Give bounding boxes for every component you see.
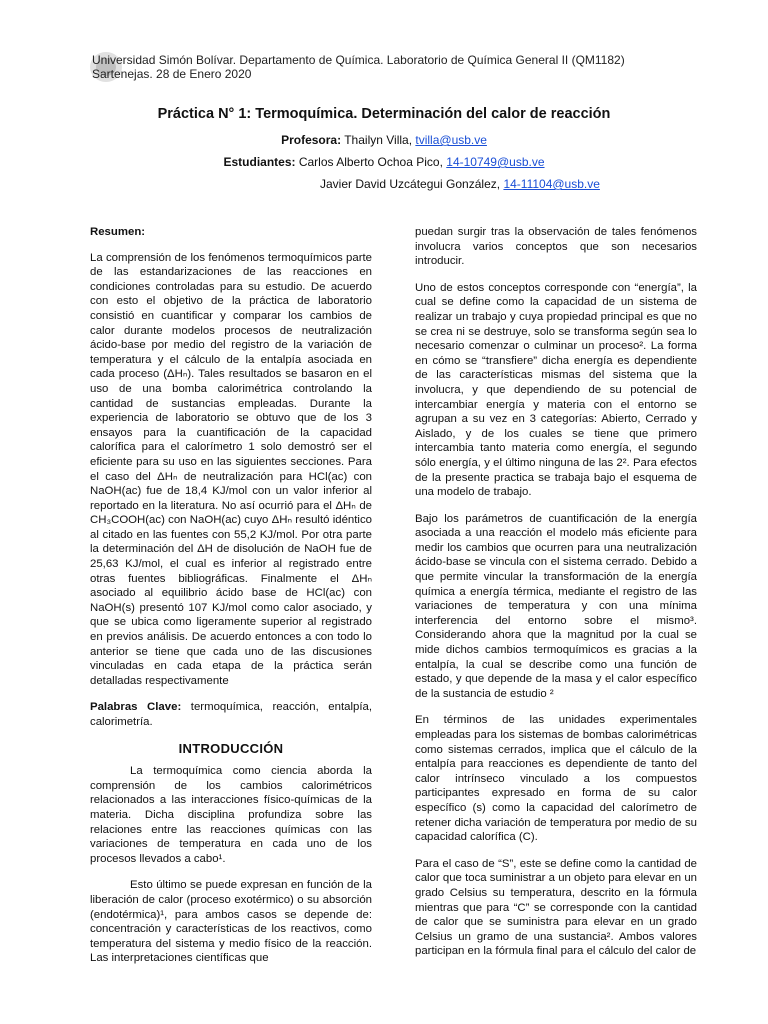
right-paragraph-4: En términos de las unidades experimentales empleadas para los sistemas de bombas calorimétricas como sistemas cerrados, implica que el cálculo de la entalpía para reacciones es dependiente de tanto del calor intrínseco vinculado a los compuestos participantes expresado en forma de su calor específico (s) como la capacidad del calorímetro de retener dicha variación de temperatura por medio de su capacidad calorífica (C). <box>415 714 697 844</box>
intro-heading: INTRODUCCIÓN <box>178 740 284 756</box>
student-1-name: Carlos Alberto Ochoa Pico, <box>298 155 443 169</box>
professor-line <box>0 133 768 147</box>
right-paragraph-3: Bajo los parámetros de cuantificación de la energía asociada a una reacción el modelo más eficiente para medir los cambios que ocurren para una neutralización ácido-base se vincula con el sistema cerrado. Debido a que permite vincular la transformación de la energía química a energía térmica, mediante el registro de las variaciones de temperatura y con una mínima interferencia del entorno sobre el mismo³. Considerando ahora que la magnitud por la cual se mide dichos cambios termoquímicos es gracias a la entalpía, la cual se describe como una función de estado, y que depende de la masa y el calor específico de la sustancia de estudio ² <box>415 512 697 700</box>
header-date: Sartenejas. 28 de Enero 2020 <box>92 67 252 81</box>
intro-paragraph-2: Esto último se puede expresan en función de la liberación de calor (proceso exotérmico) o su absorción (endotérmica)¹, para ambos casos se depende de: concentración y características de los reactivos, como temperatura del sistema y medio físico de la reacción. Las interpretaciones científicas que <box>90 879 372 965</box>
student-line-2 <box>320 177 600 191</box>
professor-email-link[interactable]: tvilla@usb.ve <box>415 133 487 147</box>
right-paragraph-2: Uno de estos conceptos corresponde con “energía”, la cual se define como la capacidad de un sistema de realizar un trabajo y cuya propiedad principal es que no se crea ni se destruye, solo se transforma según sea lo necesario comenzar o culminar un proceso². La forma en cómo se “transfiere” dicha energía es dependiente de las características mismas del sistema que la involucra, y que dependiendo de su potencial de intercambiar energía y materia con el entorno se agrupan a su vez en 3 categorías: Abierto, Cerrado y Aislado, y de los cuales se tiene que primero intercambia tanto materia como energía, el segundo sólo energía, y el último ninguna de las 2². Para efectos de la presente practica se trabaja bajo el esquema de una modelo de trabajo. <box>415 281 697 499</box>
student-1-email-link[interactable]: 14-10749@usb.ve <box>446 155 545 169</box>
abstract-text: La comprensión de los fenómenos termoquímicos parte de las estandarizaciones de las reacciones en condiciones controladas para su estudio. De acuerdo con esto el objetivo de la práctica de laboratorio consistió en cuantificar y comparar los cambios de calor durante modelos procesos de neutralización ácido-base por medio del registro de la variación de temperatura y el cálculo de la entalpía asociada en cada proceso (ΔHₙ). Tales resultados se basaron en el uso de una bomba calorimétrica controlando la cantidad de sustancias empleadas. Durante la experiencia de laboratorio se obtuvo que de los 3 ensayos para la cuantificación de la capacidad calorífica para el calorímetro 1 solo demostró ser el eficiente para su uso en las siguientes secciones. Para el caso del ΔHₙ de neutralización para HCl(ac) con NaOH(ac) fue de 18,4 KJ/mol con un valor inferior al reportado en la literatura. No así ocurrió para el ΔHₙ de CH₃COOH(ac) con NaOH(ac) cuyo ΔHₙ resultó idéntico al citado en las fuentes con 55,2 KJ/mol. Por otra parte la determinación del ΔH de disolución de NaOH fue de 25,63 KJ/mol, el cual es inferior al registrado entre otras fuentes bibliográficas. Finalmente el ΔHₙ asociado al equilibrio ácido base de HCl(ac) con NaOH(s) presentó 107 KJ/mol como calor asociado, y que se ubica como ligeramente superior al registrado en previos análisis. De acuerdo entonces a con todo lo anterior se tiene que cada uno de las discusiones vinculadas en cada etapa de la práctica serán detalladas respectivamente <box>90 251 372 687</box>
professor-name: Thailyn Villa, <box>344 133 413 147</box>
keywords <box>90 700 372 729</box>
right-column <box>415 225 697 971</box>
paper-title: Práctica N° 1: Termoquímica. Determinación del calor de reacción <box>157 106 611 122</box>
keywords-label: Palabras Clave: <box>90 701 182 714</box>
student-2-email-link[interactable]: 14-11104@usb.ve <box>503 177 600 191</box>
student-line-1 <box>0 155 768 169</box>
keywords-text: termoquímica, reacción, entalpía, calorimetría. <box>90 701 372 728</box>
left-column <box>90 225 372 978</box>
professor-label: Profesora: <box>281 133 342 147</box>
students-label: Estudiantes: <box>223 155 296 169</box>
header-institution: Universidad Simón Bolívar. Departamento de Química. Laboratorio de Química General II (QM1182) <box>92 53 625 67</box>
student-2-name: Javier David Uzcátegui González, <box>320 177 501 191</box>
right-paragraph-1: puedan surgir tras la observación de tales fenómenos involucra varios conceptos que son necesarios introducir. <box>415 226 697 268</box>
abstract-heading: Resumen: <box>90 226 146 238</box>
right-paragraph-5: Para el caso de “S”, este se define como la cantidad de calor que toca suministrar a un objeto para elevar en un grado Celsius su temperatura, descrito en la fórmula mientras que para “C” se corresponde con la cantidad de calor que se suministra para elevar en un grado Celsius un gramo de una sustancia². Ambos valores participan en la fórmula final para el cálculo del calor de <box>415 857 697 958</box>
intro-paragraph-1: La termoquímica como ciencia aborda la comprensión de los cambios calorimétricos relacionados a las interacciones físico-químicas de la materia. Dicha disciplina profundiza sobre las relaciones entre las reacciones químicas con las variaciones de temperatura en cada uno de los procesos llevados a cabo¹. <box>90 765 372 865</box>
